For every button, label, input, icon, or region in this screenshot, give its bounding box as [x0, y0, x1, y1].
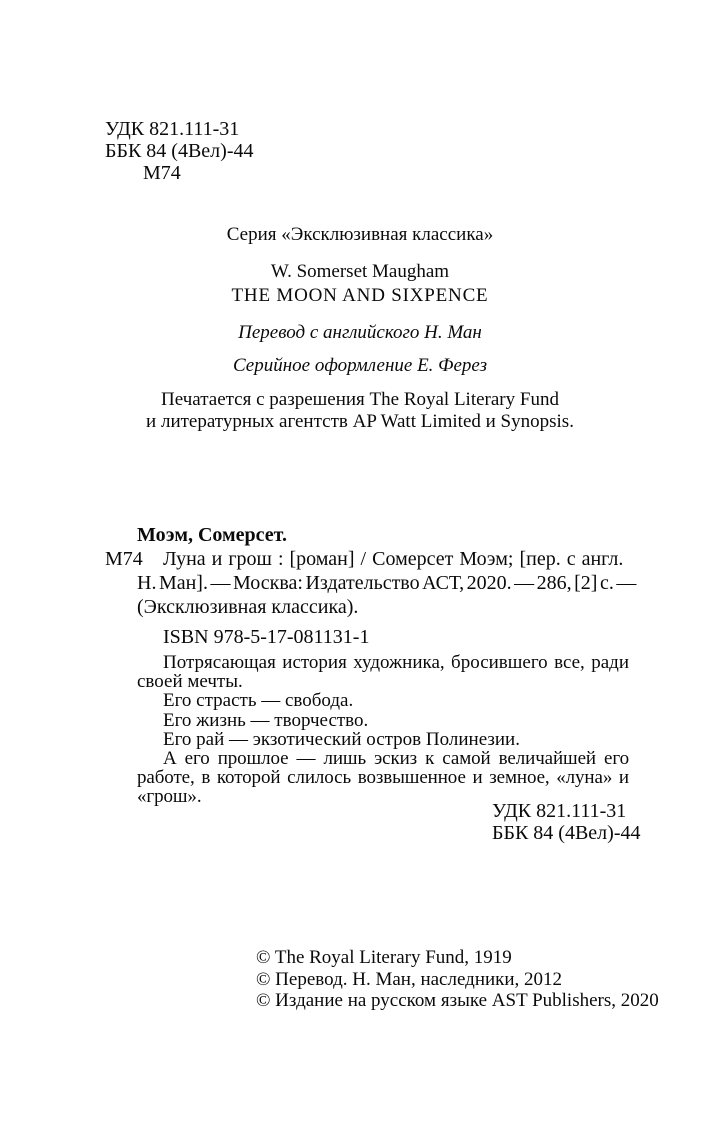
book-title: THE MOON AND SIXPENCE [231, 285, 489, 306]
top-classification-block [105, 118, 254, 184]
catalog-line-1-text: Луна и грош : [роман] / Сомерсет Моэм; [пер. с англ. [163, 548, 624, 570]
annotation-paragraph-5: А его прошлое — лишь эскиз к самой величайшей его работе, в которой слилось возвышенное и земное, «луна» и «грош». [137, 748, 629, 808]
author-name: W. Somerset Maugham [270, 261, 450, 282]
annotation-paragraph-2: Его страсть — свобода. [163, 690, 354, 712]
catalog-line-1 [105, 547, 629, 571]
annotation-paragraph-3: Его жизнь — творчество. [163, 709, 369, 731]
isbn-line: ISBN 978-5-17-081131-1 [163, 626, 370, 648]
annotation-block [137, 653, 629, 807]
copyright-line-1: © The Royal Literary Fund, 1919 [256, 947, 512, 968]
copyright-line-3: © Издание на русском языке AST Publishers, 2020 [256, 990, 659, 1012]
copyright-line-2: © Перевод. Н. Ман, наследники, 2012 [256, 968, 563, 990]
annotation-paragraph-4: Его рай — экзотический остров Полинезии. [163, 728, 520, 750]
copyright-block [256, 947, 659, 1012]
catalog-line-2: Н. Ман]. — Москва: Издательство АСТ, 2020. — 286, [2] с. — [137, 572, 637, 594]
catalog-author-sign: М74 [105, 548, 143, 570]
catalog-line-3: (Эксклюзивная классика). [137, 596, 359, 618]
annotation-paragraph-1: Потрясающая история художника, бросившего все, ради своей мечты. [137, 652, 629, 693]
translator-credit: Перевод с английского Н. Ман [238, 322, 482, 343]
catalog-author-heading: Моэм, Сомерсет. [137, 524, 287, 546]
design-credit: Серийное оформление Е. Ферез [233, 355, 487, 376]
udc-code: УДК 821.111-31 [105, 118, 240, 140]
catalog-entry [105, 523, 637, 619]
series-line: Серия «Эксклюзивная классика» [226, 224, 494, 245]
udc-code-bottom: УДК 821.111-31 [492, 800, 627, 822]
permission-line-2: и литературных агентств AP Watt Limited и Synopsis. [146, 411, 574, 432]
permission-line-1: Печатается с разрешения The Royal Literary Fund [161, 389, 559, 410]
bbk-code: ББК 84 (4Вел)-44 [105, 140, 254, 162]
bbk-code-bottom: ББК 84 (4Вел)-44 [492, 822, 641, 844]
author-sign-code: М74 [143, 162, 181, 184]
bottom-classification-block [492, 800, 641, 844]
